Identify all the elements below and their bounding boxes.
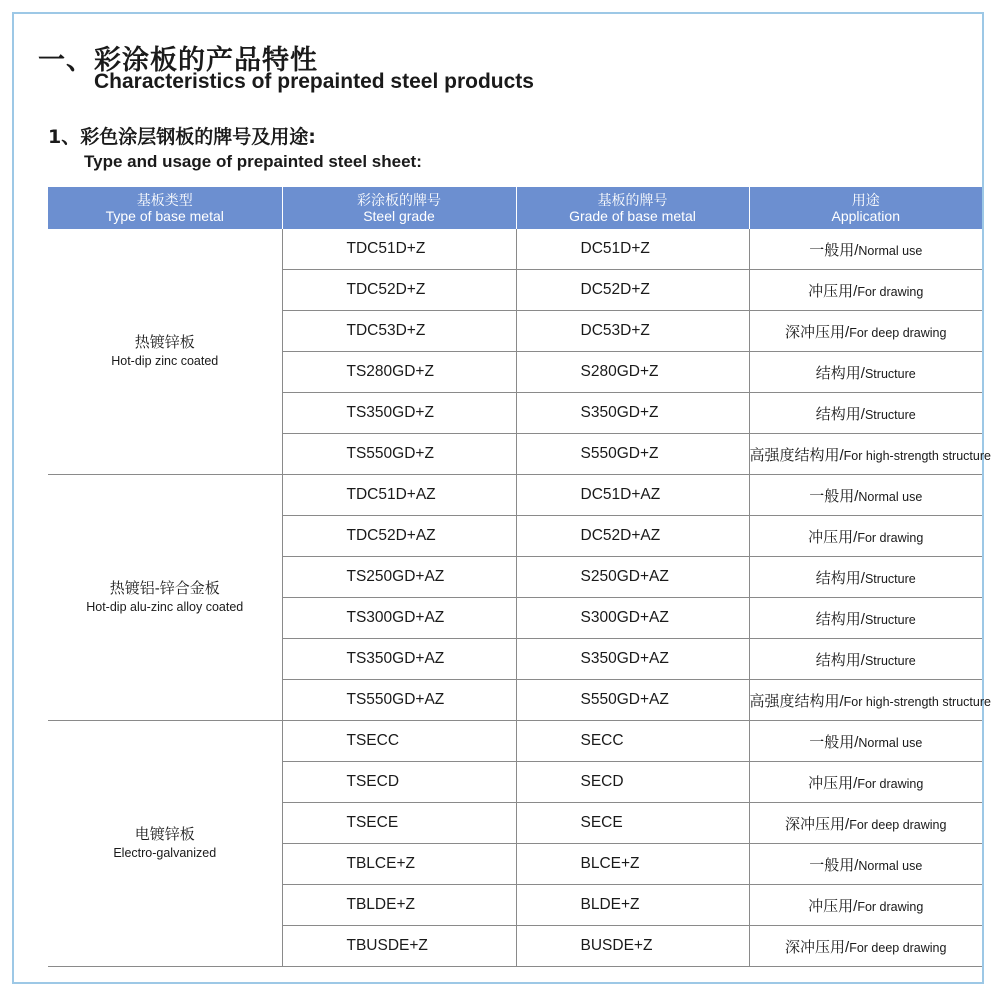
header-base-metal (48, 187, 282, 229)
steel-grade-cell: TBLDE+Z (282, 885, 516, 926)
header-steel-grade (282, 187, 516, 229)
application-cell (749, 803, 982, 844)
steel-grade-cell: TDC52D+AZ (282, 516, 516, 557)
application-cell (749, 311, 982, 352)
steel-grade-cell: TSECC (282, 721, 516, 762)
header-label-en: Type of base metal (105, 208, 224, 224)
base-grade-cell: S350GD+AZ (516, 639, 749, 680)
base-metal-name-zh: 电镀锌板 (134, 825, 195, 843)
base-metal-cell (48, 229, 282, 475)
base-metal-name-en: Hot-dip zinc coated (111, 353, 219, 368)
base-metal-name-zh: 热镀铝-锌合金板 (109, 579, 220, 597)
application-zh: 结构用/ (815, 364, 865, 382)
application-en: For drawing (857, 284, 924, 299)
steel-grade-cell: TDC51D+Z (282, 229, 516, 270)
application-cell (749, 598, 982, 639)
section-title-english: Type and usage of prepainted steel sheet: (84, 152, 422, 171)
application-zh: 深冲压用/ (785, 938, 850, 956)
application-zh: 一般用/ (809, 487, 859, 505)
table-row (48, 475, 982, 516)
base-metal-cell (48, 475, 282, 721)
page-title-english: Characteristics of prepainted steel products (94, 70, 534, 93)
application-en: Structure (864, 653, 916, 668)
base-metal-cell (48, 721, 282, 967)
application-cell (749, 434, 991, 475)
application-zh: 深冲压用/ (785, 815, 850, 833)
table-row (48, 721, 982, 762)
header-label-zh: 基板的牌号 (597, 192, 668, 208)
application-zh: 高强度结构用/ (749, 446, 844, 464)
application-en: Structure (864, 612, 916, 627)
base-grade-cell: S280GD+Z (516, 352, 749, 393)
steel-grade-cell: TSECD (282, 762, 516, 803)
application-en: For deep drawing (849, 325, 947, 340)
table-body (48, 229, 991, 967)
application-zh: 一般用/ (809, 733, 859, 751)
header-label-zh: 彩涂板的牌号 (357, 192, 441, 208)
application-zh: 冲压用/ (808, 528, 858, 546)
application-cell (749, 229, 982, 270)
application-cell (749, 557, 982, 598)
application-en: Normal use (858, 489, 923, 504)
steel-grade-cell: TS280GD+Z (282, 352, 516, 393)
application-cell (749, 762, 982, 803)
application-en: Structure (864, 571, 916, 586)
header-label-en: Grade of base metal (569, 208, 696, 224)
base-grade-cell: S550GD+Z (516, 434, 749, 475)
steel-grade-cell: TBUSDE+Z (282, 926, 516, 967)
header-base-grade (516, 187, 749, 229)
application-cell (749, 926, 982, 967)
steel-grade-cell: TS350GD+AZ (282, 639, 516, 680)
steel-grade-cell: TS250GD+AZ (282, 557, 516, 598)
application-en: For high-strength structure (843, 448, 991, 463)
section-title: 1、彩色涂层钢板的牌号及用途: (48, 126, 316, 148)
page-title: 一、彩涂板的产品特性 (38, 45, 318, 76)
header-label-zh: 用途 (851, 192, 880, 208)
application-en: For drawing (857, 530, 924, 545)
table-header-row (48, 187, 982, 229)
steel-grade-cell: TS300GD+AZ (282, 598, 516, 639)
base-grade-cell: S350GD+Z (516, 393, 749, 434)
base-grade-cell: S300GD+AZ (516, 598, 749, 639)
steel-grade-cell: TDC51D+AZ (282, 475, 516, 516)
base-grade-cell: BUSDE+Z (516, 926, 749, 967)
application-en: Structure (864, 366, 916, 381)
base-grade-cell: SECE (516, 803, 749, 844)
application-zh: 结构用/ (815, 405, 865, 423)
application-zh: 高强度结构用/ (749, 692, 844, 710)
application-en: Normal use (858, 735, 923, 750)
application-cell (749, 680, 991, 721)
steel-grade-cell: TS550GD+AZ (282, 680, 516, 721)
header-label-zh: 基板类型 (136, 192, 193, 208)
base-metal-name-en: Electro-galvanized (113, 845, 217, 860)
steel-grade-cell: TBLCE+Z (282, 844, 516, 885)
base-grade-cell: DC51D+Z (516, 229, 749, 270)
application-en: For drawing (857, 899, 924, 914)
header-application (749, 187, 982, 229)
base-metal-name-zh: 热镀锌板 (134, 333, 195, 351)
header-label-en: Application (831, 208, 900, 224)
application-cell (749, 270, 982, 311)
base-grade-cell: S250GD+AZ (516, 557, 749, 598)
application-en: For high-strength structure (843, 694, 991, 709)
application-en: Structure (864, 407, 916, 422)
application-cell (749, 393, 982, 434)
base-grade-cell: SECD (516, 762, 749, 803)
application-cell (749, 475, 982, 516)
application-zh: 结构用/ (815, 569, 865, 587)
application-cell (749, 352, 982, 393)
steel-grade-cell: TSECE (282, 803, 516, 844)
base-grade-cell: DC53D+Z (516, 311, 749, 352)
application-en: For drawing (857, 776, 924, 791)
application-zh: 一般用/ (809, 241, 859, 259)
application-cell (749, 639, 982, 680)
application-zh: 深冲压用/ (785, 323, 850, 341)
application-zh: 冲压用/ (808, 774, 858, 792)
application-cell (749, 516, 982, 557)
application-zh: 一般用/ (809, 856, 859, 874)
header-label-en: Steel grade (363, 208, 435, 224)
steel-grade-cell: TDC53D+Z (282, 311, 516, 352)
application-en: For deep drawing (849, 940, 947, 955)
base-grade-cell: S550GD+AZ (516, 680, 749, 721)
base-grade-cell: DC51D+AZ (516, 475, 749, 516)
application-cell (749, 721, 982, 762)
base-grade-cell: DC52D+AZ (516, 516, 749, 557)
base-grade-cell: SECC (516, 721, 749, 762)
steel-grade-table (48, 187, 991, 967)
base-grade-cell: BLCE+Z (516, 844, 749, 885)
application-en: For deep drawing (849, 817, 947, 832)
base-grade-cell: BLDE+Z (516, 885, 749, 926)
steel-grade-cell: TS350GD+Z (282, 393, 516, 434)
base-metal-name-en: Hot-dip alu-zinc alloy coated (86, 599, 244, 614)
application-cell (749, 844, 982, 885)
steel-grade-cell: TS550GD+Z (282, 434, 516, 475)
base-grade-cell: DC52D+Z (516, 270, 749, 311)
application-en: Normal use (858, 243, 923, 258)
application-zh: 冲压用/ (808, 897, 858, 915)
application-zh: 结构用/ (815, 651, 865, 669)
steel-grade-cell: TDC52D+Z (282, 270, 516, 311)
application-zh: 冲压用/ (808, 282, 858, 300)
application-cell (749, 885, 982, 926)
table-row (48, 229, 982, 270)
application-en: Normal use (858, 858, 923, 873)
application-zh: 结构用/ (815, 610, 865, 628)
